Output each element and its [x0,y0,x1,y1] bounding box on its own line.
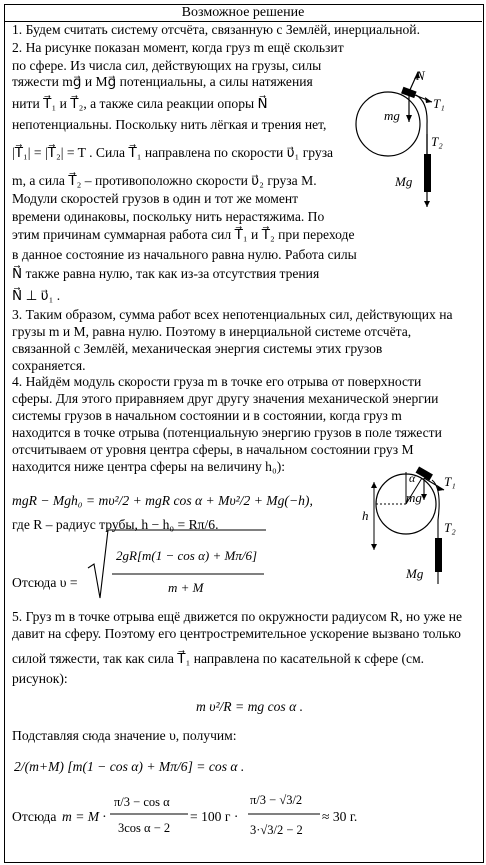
header-title: Возможное решение [4,4,482,22]
s2-line: в данное состояние из начального равна нулю. Работа силы [12,247,357,262]
s2-line: тяжести mg⃗ и Mg⃗ потенциальны, а силы натяжения [12,74,313,89]
s3-line: сохраняется. [12,358,86,373]
velocity-formula-radical [86,528,276,602]
eq5-frac-den: 3cos α − 2 [118,821,171,835]
eq5-result: ≈ 30 г. [322,809,358,824]
mass-M-block [424,154,431,192]
label-Mg: Mg [395,174,413,189]
s4-line: сферы. Для этого приравняем друг другу значения механической энергии [12,391,439,406]
s2-line: этим причинам суммарная работа сил T⃗₁ и T⃗₂ при переходе [12,227,355,242]
substitute-line: Подставляя сюда значение υ, получим: [12,728,237,743]
label-T2: T₂ [444,520,456,535]
energy-equation: mgR − Mgh₀ = mυ²/2 + mgR cos α + Mυ²/2 + Mg(−h), [12,493,313,508]
label-alpha: α [409,471,416,485]
centripetal-equation: m υ²/R = mg cos α . [196,699,304,714]
s2-line: |T⃗₁| = |T⃗₂| = T . Сила T⃗₁ направлена по скорости υ⃗₁ груза [12,145,334,160]
eq2-denominator: m + M [168,580,204,595]
s2-line: непотенциальны. Поскольку нить лёгкая и трения нет, [12,117,327,132]
section-1: 1. Будем считать систему отсчёта, связанную с Землёй, инерциальной. [12,22,420,37]
s5-line: силой тяжести, так как сила T⃗₁ направлена по касательной к сфере (см. [12,651,425,666]
cos-equation: 2/(m+M) [m(1 − cos α) + Mπ/6] = cos α . [14,759,245,774]
s3-line: 3. Таким образом, сумма работ всех непотенциальных сил, действующих на [12,307,453,322]
s4-line: 4. Найдём модуль скорости груза m в точке его отрыва от поверхности [12,374,422,389]
s3-line: связанной с Землёй, механическая энергия системы этих грузов [12,341,383,356]
s2-line: m, а сила T⃗₂ – противоположно скорости υ⃗₂ груза M. [12,173,317,188]
figure-sphere-detach [354,460,480,590]
s4-line: находится в точке отрыва (потенциальную энергию грузов в поле тяжести [12,425,442,440]
s4-line: отсчитываем от уровня центра сферы, в начальном состоянии груз M [12,442,414,457]
label-mg: mg [406,490,422,505]
s2-line: нити T⃗₁ и T⃗₂, а также сила реакции опоры N⃗ [12,96,268,111]
s2-line: 2. На рисунке показан момент, когда груз m ещё скользит [12,40,344,55]
s3-line: грузы m и M, равна нулю. Поэтому в инерциальной системе отсчёта, [12,324,412,339]
eq5-lhs: m = M · [62,809,106,824]
mass-M-block [435,538,442,572]
s2-line: N⃗ также равна нулю, так как из-за отсутствия трения [12,266,320,281]
eq2-numerator: 2gR[m(1 − cos α) + Mπ/6] [116,548,258,563]
s4-line: находится ниже центра сферы на величину h₀): [12,459,286,474]
label-T1: T₁ [444,474,456,489]
eq5-frac-num: π/3 − cos α [114,795,170,809]
s2-line: времени одинаковы, поскольку нить нерастяжима. По [12,209,325,224]
sphere-circle [356,92,420,156]
s5-line: рисунок): [12,671,68,686]
label-N: N [416,68,425,83]
eq5-mid: = 100 г · [190,809,239,824]
label-T1: T₁ [433,96,445,111]
eq2-prefix: Отсюда υ = [12,575,78,590]
s2-line: по сфере. Из числа сил, действующих на грузы, силы [12,58,322,73]
eq5-num2: π/3 − √3/2 [250,793,303,807]
s5-line: 5. Груз m в точке отрыва ещё движется по окружности радиусом R, но уже не [12,609,463,624]
label-h: h [362,508,369,523]
eq5-den2: 3·√3/2 − 2 [250,823,303,837]
eq5-prefix: Отсюда [12,809,57,824]
eq5-fraction-1 [108,790,194,840]
label-T2: T₂ [431,134,443,149]
s2-line: Модули скоростей грузов в один и тот же момент [12,191,299,206]
label-mg: mg [384,108,400,123]
s4-line: системы грузов в начальном состоянии и в состоянии, когда груз m [12,408,402,423]
label-Mg: Mg [406,566,424,581]
s5-line: давит на сферу. Поэтому его центростремительное ускорение вызвано только [12,626,461,641]
figure-sphere-sliding [340,62,480,212]
where-line: где R – радиус трубы, h − h₀ = Rπ/6. [12,517,219,532]
eq5-fraction-2 [246,784,326,848]
s2-line: N⃗ ⊥ υ⃗₁ . [12,288,61,303]
